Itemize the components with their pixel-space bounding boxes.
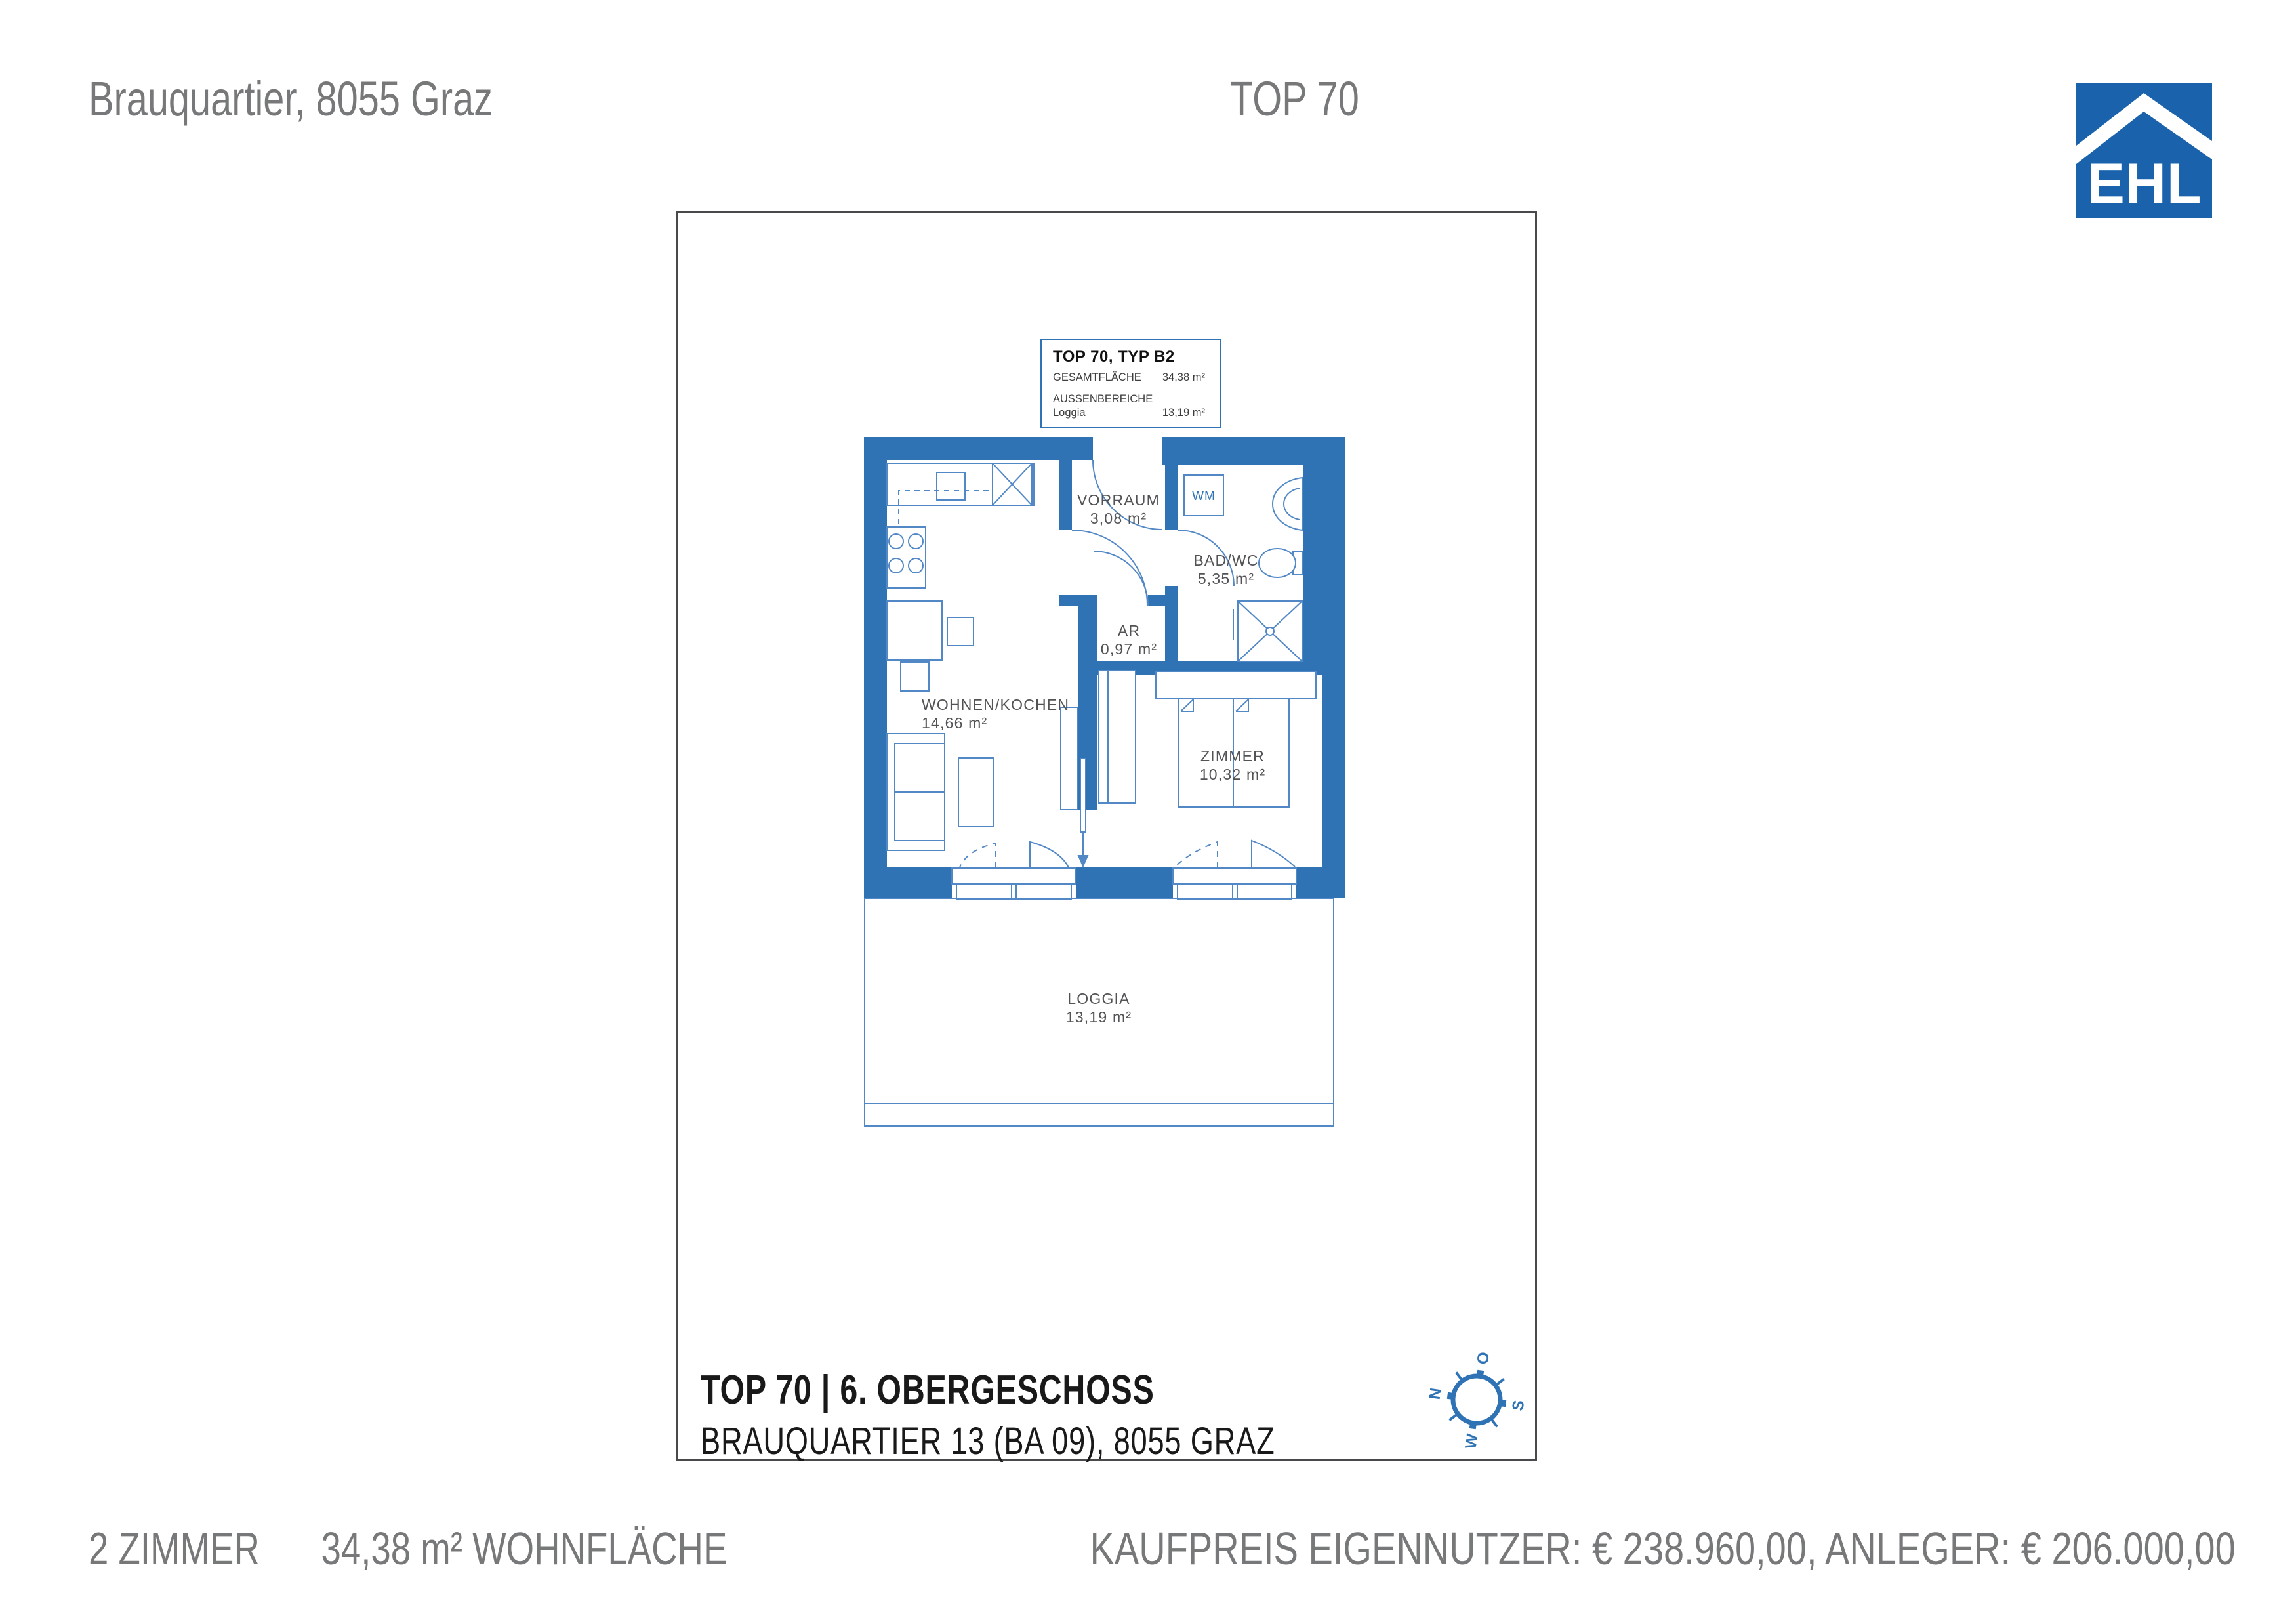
slide-arrow-icon [1078,856,1088,866]
plan-footer-address: BRAUQUARTIER 13 (BA 09), 8055 GRAZ [701,1420,1275,1463]
shower-drain [1266,627,1274,635]
kitchen-sink [937,472,965,500]
total-area-value: 34,38 m² [1162,371,1205,383]
plan-footer-title: TOP 70 | 6. OBERGESCHOSS [701,1367,1155,1413]
bedroom-furniture [1099,671,1316,807]
sliding-track [1080,759,1086,832]
living-furniture [887,734,994,850]
window-living [952,868,1076,884]
window-leaf-solid [1030,842,1069,868]
compass-icon [1424,1347,1529,1452]
room-label-zimmer: ZIMMER [1200,747,1265,764]
bath-sink [1273,478,1302,530]
ar-door-arc [1094,551,1148,606]
logo-text: EHL [2087,152,2202,215]
ehl-logo-graphic [2076,83,2212,218]
chair [901,662,929,691]
window-leaf-solid [1252,841,1295,868]
room-area-loggia: 13,19 m² [1065,1009,1132,1026]
dining-table [887,601,942,660]
room-area-wohnen: 14,66 m² [922,715,988,732]
compass-n: N [1425,1386,1445,1401]
header-location [89,71,607,127]
room-area-ar: 0,97 m² [1100,640,1158,657]
bed-frame [1156,671,1316,699]
info-box-title: TOP 70, TYP B2 [1053,348,1175,365]
ehl-logo [2076,83,2212,218]
room-area-vorraum: 3,08 m² [1090,510,1147,527]
chair [947,617,974,646]
info-box-row-outdoor [1053,392,1205,406]
total-area-label: GESAMTFLÄCHE [1053,371,1141,383]
compass-o: O [1473,1350,1494,1365]
room-area-zimmer: 10,32 m² [1199,766,1266,783]
sliding-panel [1061,707,1078,810]
coffee-table [958,758,994,827]
window-bedroom [1173,868,1296,884]
outdoor-label: AUSSENBEREICHE [1053,393,1153,405]
loggia-value: 13,19 m² [1162,407,1205,419]
room-label-bad: BAD/WC [1193,552,1259,569]
plan-card [676,211,1537,1461]
window-bedroom-sill [1178,884,1292,899]
info-box [1040,339,1221,428]
window-living-sill [956,884,1071,899]
compass-w: W [1462,1432,1482,1450]
loggia-label: Loggia [1053,407,1086,419]
room-label-ar: AR [1117,622,1141,639]
header-unit-label: TOP 70 [1230,72,1359,126]
vorraum-living-door-arc [1072,530,1147,606]
footer-price-label: KAUFPREIS EIGENNUTZER: € 238.960,00, ANLEGER: € 206.000,00 [1090,1523,2236,1574]
footer-rooms: 2 ZIMMER [89,1523,260,1574]
room-label-wohnen: WOHNEN/KOCHEN [922,696,1070,713]
floor-plan [864,437,1345,1133]
window-leaf-dashed [1175,842,1218,868]
header-unit [1230,71,1395,127]
footer-price [804,1522,2236,1575]
room-area-bad: 5,35 m² [1197,570,1255,587]
info-box-row-loggia [1053,406,1205,420]
compass-s: S [1509,1399,1528,1412]
info-box-row-total [1053,371,1205,385]
room-label-loggia: LOGGIA [1067,990,1130,1007]
toilet-bowl [1259,549,1296,577]
header-location-label: Brauquartier, 8055 Graz [89,72,493,126]
room-label-vorraum: VORRAUM [1077,491,1160,509]
plan-footer [701,1367,1437,1463]
footer-summary [89,1522,907,1575]
wm-label: WM [1192,489,1216,503]
kitchen-furniture [887,463,1034,691]
footer-area: 34,38 m² WOHNFLÄCHE [321,1523,728,1574]
wardrobe [1099,671,1136,803]
window-leaf-dashed [960,843,996,868]
